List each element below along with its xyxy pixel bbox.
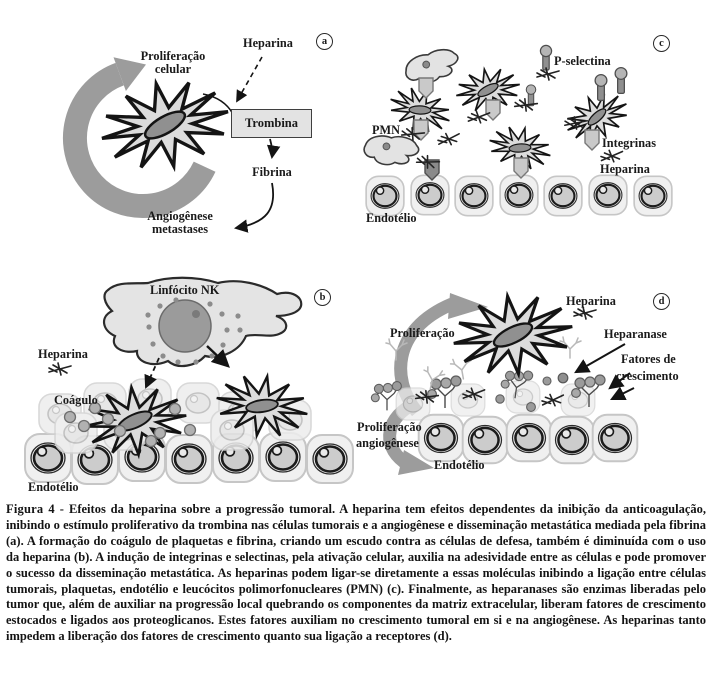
pmn-cell xyxy=(363,133,420,168)
integrin-icon xyxy=(585,130,599,150)
heparin-icon xyxy=(574,307,596,319)
heparin-icon xyxy=(437,131,461,147)
thrombin-to-fibrin-arrow xyxy=(270,139,272,157)
endothelial-cell xyxy=(544,176,582,215)
heparanase-pointer-arrow xyxy=(576,344,625,372)
endothelial-cell xyxy=(419,415,464,462)
endothelial-cell xyxy=(589,175,627,214)
heparin-label-a: Heparina xyxy=(243,36,293,50)
nk-nucleus xyxy=(159,300,211,352)
proliferation-label-d: Proliferação xyxy=(390,326,455,340)
proliferation-angiogenesis-label-line2: angiogênese xyxy=(356,436,419,450)
endothelium-label-c: Endotélio xyxy=(366,211,417,225)
endothelial-cell xyxy=(593,415,638,462)
heparin-label-c: Heparina xyxy=(600,162,650,176)
growth-factor-pointer-arrow xyxy=(612,388,634,399)
figure-caption-number: Figura 4 - xyxy=(6,502,65,516)
endothelial-cell xyxy=(455,176,493,215)
endothelial-cell xyxy=(411,175,449,214)
nk-lymphocyte-label: Linfócito NK xyxy=(150,283,220,297)
growth-factors-label-line2: crescimento xyxy=(616,369,679,383)
endothelial-cell xyxy=(307,435,353,483)
endothelium-label-b: Endotélio xyxy=(28,480,79,494)
panel-letter-a: a xyxy=(316,33,333,50)
clot-label: Coágulo xyxy=(54,393,98,407)
heparin-inhibition-arrow xyxy=(237,57,262,101)
thrombin-box: Trombina xyxy=(231,109,312,138)
panel-letter-d: d xyxy=(653,293,670,310)
integrin-icon xyxy=(486,100,500,120)
proliferation-label-line2: celular xyxy=(154,62,192,76)
angiogenesis-label-line2: metastases xyxy=(151,222,208,236)
growth-factors-label-line1: Fatores de xyxy=(621,352,676,366)
panel-c xyxy=(363,45,672,215)
integrins-label: Integrinas xyxy=(602,136,656,150)
heparin-label-b: Heparina xyxy=(38,347,88,361)
fibrin-to-angiogenesis-arrow xyxy=(236,183,273,228)
endothelial-cell xyxy=(634,176,672,215)
p-selectin-label: P-selectina xyxy=(554,54,611,68)
figure-caption xyxy=(6,502,706,645)
p-selectin-icon xyxy=(526,85,536,106)
panel-letter-b: b xyxy=(314,289,331,306)
proliferation-label-line1: Proliferação xyxy=(140,49,206,63)
endothelial-cell xyxy=(500,175,538,214)
angiogenesis-label-line1: Angiogênese xyxy=(147,209,213,223)
p-selectin-icon xyxy=(595,75,607,101)
endothelial-cell xyxy=(550,417,595,464)
proliferation-angiogenesis-label-line1: Proliferação xyxy=(357,420,422,434)
heparanase-label: Heparanase xyxy=(604,327,667,341)
panel-letter-c: c xyxy=(653,35,670,52)
figure-caption-text: Efeitos da heparina sobre a progressão tumoral. A heparina tem efeitos dependentes da inibição da anticoagulação, inibindo o estímulo proliferativo da trombina nas células tumorais e a angiogênese e disseminação metastática mediada pela fibrina (a). A formação do coágulo de plaquetas e fibrina, criando um escudo contra as células de defesa, também é diminuída com o uso da heparina (b). A indução de integrinas e selectinas, pela ativação celular, auxilia na adesividade entre as células e pode promover o sucesso da disseminação metastática. As heparinas podem ligar-se diretamente a essas moléculas inibindo a ligação entre células tumorais, plaquetas, endotélio e leucócitos polimorfonucleares (PMN) (c). Finalmente, as heparanases são enzimas liberadas pelo tumor que, além de auxiliar na progressão local quebrando os componentes da matriz extracelular, liberam fatores de crescimento estocados e ligados aos proteoglicanos. Estes fatores auxiliam no crescimento tumoral em si e na angiogênese. As heparinas tanto impedem a liberação dos fatores de crescimento quanto sua ligação a receptores (d). xyxy=(6,502,706,644)
heparanase-enzyme-dot xyxy=(558,373,568,383)
panel-b xyxy=(25,278,353,484)
fibrin-label: Fibrina xyxy=(252,165,292,179)
endothelial-cell xyxy=(507,415,552,462)
endothelial-cell xyxy=(166,435,212,483)
integrin-icon xyxy=(419,78,433,98)
endothelial-cell xyxy=(463,417,508,464)
p-selectin-icon xyxy=(540,45,551,70)
endothelial-cell xyxy=(366,176,404,215)
endothelium-label-d: Endotélio xyxy=(434,458,485,472)
panel-a xyxy=(75,57,273,228)
pmn-label: PMN xyxy=(372,123,400,137)
p-selectin-icon xyxy=(615,68,627,94)
heparin-icon xyxy=(49,363,71,375)
heparin-label-d: Heparina xyxy=(566,294,616,308)
